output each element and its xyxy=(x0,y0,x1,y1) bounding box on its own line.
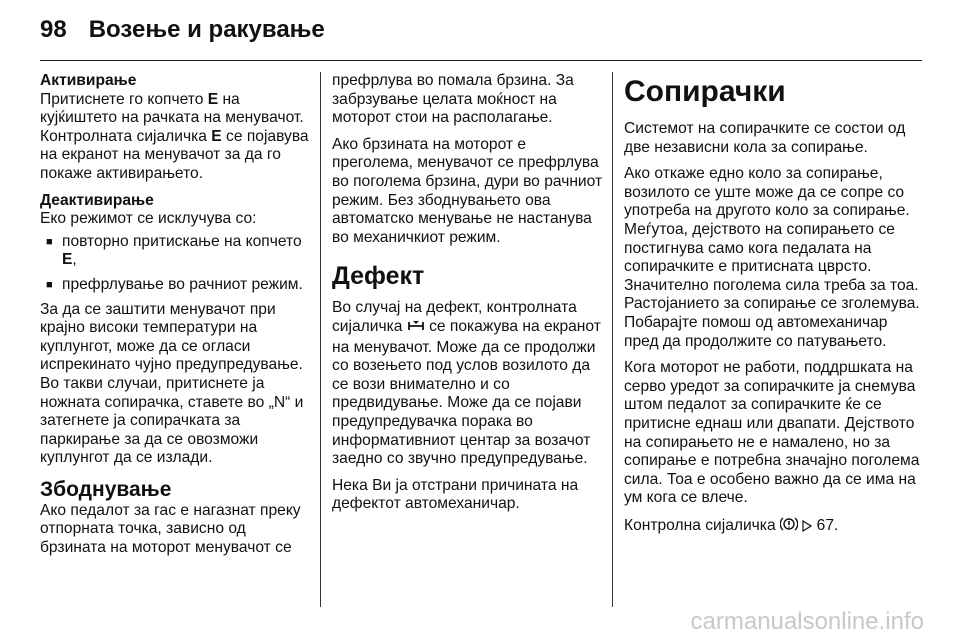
warning-light-text: Контролна сијаличка xyxy=(624,516,780,534)
header-rule xyxy=(40,60,922,61)
column-3 xyxy=(624,72,924,545)
column-divider xyxy=(612,72,613,607)
protection-text: За да се заштити менувачот при крајно високи температури на куплунгот, може да се огласи испрекинато чујно предупредување. Во такви случаи, притиснете ја ножната сопирачка, ставете во „N“ и затегнете ја сопирачката за паркирање за да се овозможи куплунгот да се излади. xyxy=(40,300,304,467)
list-item xyxy=(40,276,312,295)
deactivation-heading: Деактивирање xyxy=(40,191,154,209)
activation-text-2: на кујќиштето на рачката на менувачот. Контролната сијаличка xyxy=(40,90,304,145)
key-e: E xyxy=(62,251,73,269)
watermark: carmanualsonline.info xyxy=(690,608,924,635)
kickdown-para-2: Ако брзината на моторот е преголема, менувачот се префрлува во поголема брзина, дури во рачниот режим. Без збоднувањето ова автоматско менување не настанува во механичкиот режим. xyxy=(332,135,603,246)
chapter-title: Возење и ракување xyxy=(88,16,325,43)
column-1 xyxy=(40,72,312,566)
page-number: 98 xyxy=(40,16,67,43)
brakes-para-3: Кога моторот не работи, поддршката на серво уредот за сопирачките ја снемува штом педалот за сопирачките ќе се притисне еднаш или двапати. Дејството на сопирањето не е намалено, но за сопирање е потребна значајно поголема сила. Тоа е особено важно да се има на ум кога се влече. xyxy=(624,359,920,507)
page-header xyxy=(40,10,325,50)
activation-text xyxy=(40,91,312,184)
activation-text-1: Притиснете го копчето xyxy=(40,90,208,108)
bullet-text-end: , xyxy=(72,251,77,269)
key-e: E xyxy=(207,90,219,108)
fault-text-1: Во случај на дефект, контролната сијаличка xyxy=(332,299,577,335)
fault-text-2: се покажува на екранот на менувачот. Може да се продолжи со возењето под услов возилото да се вози внимателно и со предвидување. Може да се појави предупредувачка порака во информативниот центар за возачот заедно со звучно предупредување. xyxy=(332,317,601,468)
list-item xyxy=(40,233,312,270)
brakes-para-1: Системот на сопирачките се состои од две независни кола за сопирање. xyxy=(624,120,906,156)
brakes-heading: Сопирачки xyxy=(624,75,786,108)
brakes-para-4 xyxy=(624,516,924,538)
kickdown-text: Ако педалот за гас е нагазнат преку отпорната точка, зависно од брзината на моторот менувачот се xyxy=(40,501,301,557)
brake-warning-icon xyxy=(780,516,798,538)
brakes-para-2: Ако откаже едно коло за сопирање, возилото се уште може да се сопре со употреба на другото коло за сопирање. Меѓутоа, дејството на сопирањето се постигнува само кога педалата на сопирачките е притисната цврсто. Значително поголема сила треба за тоа. Растојанието за сопирање се зголемува. Побарајте помош од автомеханичар пред да продолжите со патувањето. xyxy=(624,165,920,350)
deactivation-intro: Еко режимот се исклучува со: xyxy=(40,210,257,228)
fault-heading: Дефект xyxy=(332,262,425,291)
fault-para-2: Нека Ви ја отстрани причината на дефектот автомеханичар. xyxy=(332,476,579,513)
page-reference[interactable]: 67. xyxy=(816,516,839,534)
kickdown-continued: префрлува во помала брзина. За забрзување целата моќност на моторот стои на располагање. xyxy=(332,72,574,127)
activation-heading: Активирање xyxy=(40,72,137,89)
bullet-square-icon: ■ xyxy=(46,235,53,248)
page-reference-icon xyxy=(802,519,812,538)
deactivation-list xyxy=(40,233,312,295)
fault-text xyxy=(332,299,604,468)
column-2 xyxy=(332,72,604,522)
bullet-square-icon: ■ xyxy=(46,278,53,291)
gearbox-fault-icon xyxy=(407,319,425,339)
key-e: E xyxy=(211,127,222,145)
kickdown-heading: Збоднување xyxy=(40,477,172,501)
activation-text-3: се појавува на екранот на менувачот за да го покаже активирањето. xyxy=(40,127,309,182)
column-divider xyxy=(320,72,321,607)
bullet-text: повторно притискање на копчето xyxy=(62,232,302,250)
bullet-text: префрлување во рачниот режим. xyxy=(62,275,303,293)
